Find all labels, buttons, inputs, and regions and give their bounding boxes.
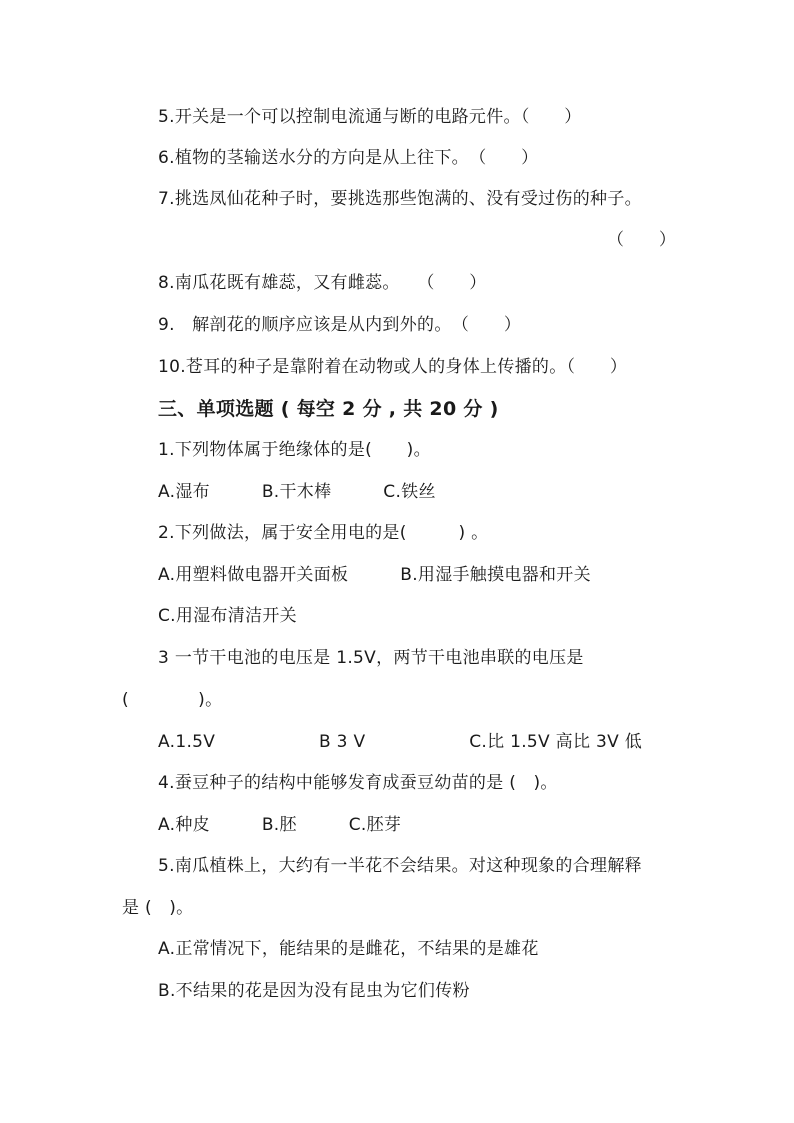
choice-question-3-continued: ( )。 xyxy=(122,690,223,710)
section-heading: 三、单项选题 ( 每空 2 分 , 共 20 分 ) xyxy=(158,398,499,420)
choice-question-4-options: A.种皮 B.胚 C.胚芽 xyxy=(158,815,402,835)
judgement-item-9: 9. 解剖花的顺序应该是从内到外的。 （ ） xyxy=(158,315,522,335)
choice-question-1: 1.下列物体属于绝缘体的是( )。 xyxy=(158,440,431,460)
judgement-item-6: 6.植物的茎输送水分的方向是从上往下。 （ ） xyxy=(158,148,539,168)
judgement-item-8: 8.南瓜花既有雄蕊，又有雌蕊。 （ ） xyxy=(158,273,487,293)
choice-question-3: 3 一节干电池的电压是 1.5V，两节干电池串联的电压是 xyxy=(158,648,584,668)
choice-question-5: 5.南瓜植株上，大约有一半花不会结果。对这种现象的合理解释 xyxy=(158,856,642,876)
choice-question-5-continued: 是 ( )。 xyxy=(122,898,194,918)
choice-question-2: 2.下列做法，属于安全用电的是( ) 。 xyxy=(158,523,489,543)
choice-question-2-options-a-b: A.用塑料做电器开关面板 B.用湿手触摸电器和开关 xyxy=(158,565,591,585)
choice-question-3-options: A.1.5V B 3 V C.比 1.5V 高比 3V 低 xyxy=(158,732,643,752)
judgement-item-10: 10.苍耳的种子是靠附着在动物或人的身体上传播的。（ ） xyxy=(158,357,628,377)
judgement-item-7-answer: （ ） xyxy=(607,230,677,250)
choice-question-5-option-a: A.正常情况下，能结果的是雌花，不结果的是雄花 xyxy=(158,939,539,959)
judgement-item-7: 7.挑选凤仙花种子时，要挑选那些饱满的、没有受过伤的种子。 xyxy=(158,189,642,209)
choice-question-4: 4.蚕豆种子的结构中能够发育成蚕豆幼苗的是 ( )。 xyxy=(158,773,558,793)
choice-question-5-option-b: B.不结果的花是因为没有昆虫为它们传粉 xyxy=(158,981,470,1001)
choice-question-1-options: A.湿布 B.干木棒 C.铁丝 xyxy=(158,482,436,502)
judgement-item-5: 5.开关是一个可以控制电流通与断的电路元件。（ ） xyxy=(158,107,582,127)
choice-question-2-options-c: C.用湿布清洁开关 xyxy=(158,606,297,626)
